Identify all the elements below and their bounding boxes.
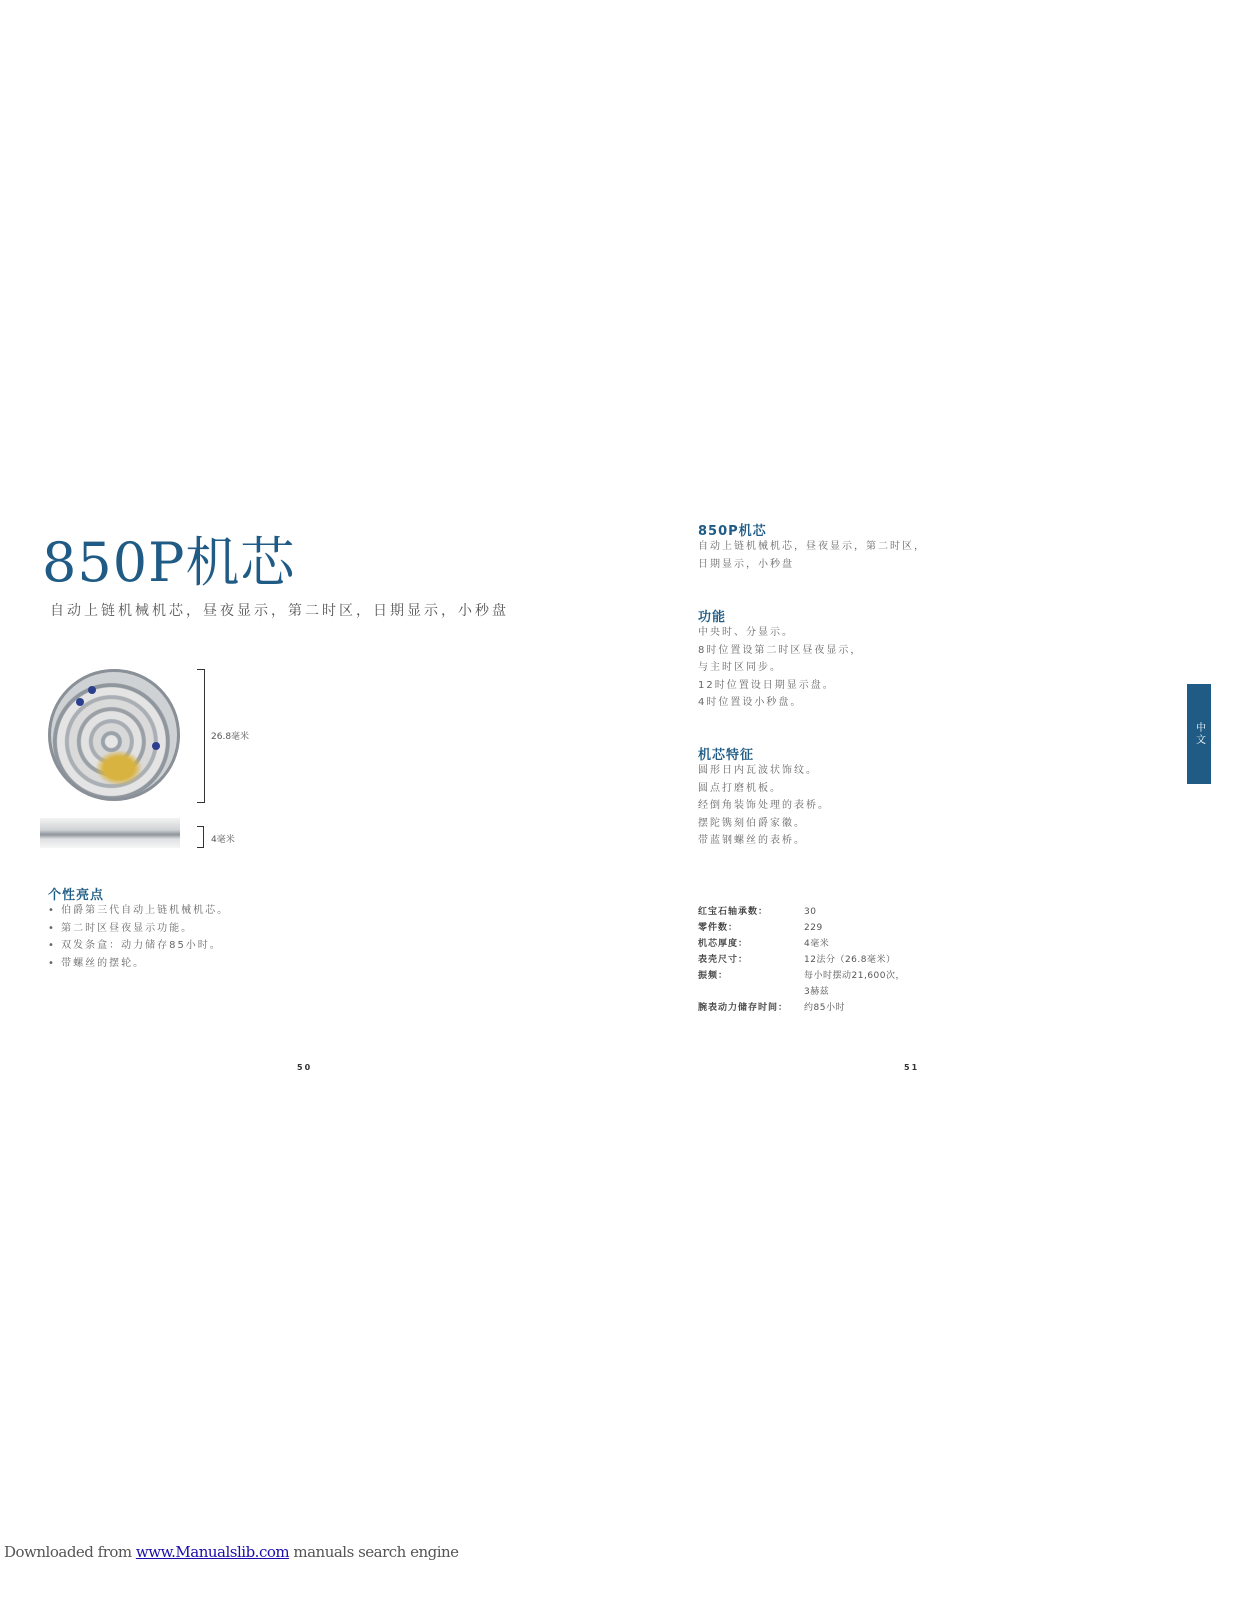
- list-item: 圆点打磨机板。: [698, 782, 782, 794]
- spec-value: 12法分（26.8毫米）: [804, 955, 896, 965]
- intro-text: [698, 538, 926, 573]
- functions-heading: 功能: [698, 610, 727, 625]
- blue-screw: [76, 698, 84, 706]
- text-line: 日期显示，小秒盘: [698, 558, 794, 570]
- features-list: [698, 762, 830, 850]
- blue-screw: [88, 686, 96, 694]
- page-subtitle: 自动上链机械机芯，昼夜显示，第二时区，日期显示，小秒盘: [50, 603, 509, 619]
- download-footer: [4, 1543, 459, 1561]
- spec-label: 振频：: [698, 971, 729, 981]
- spec-value: 约85小时: [804, 1003, 845, 1013]
- language-tab[interactable]: [1187, 684, 1211, 784]
- specs-table: [698, 904, 905, 1016]
- spec-row: [698, 984, 905, 1000]
- spec-value: 3赫兹: [804, 987, 830, 997]
- spec-label: 红宝石轴承数：: [698, 907, 769, 917]
- blue-screw: [152, 742, 160, 750]
- functions-list: [698, 624, 862, 712]
- highlights-heading: 个性亮点: [48, 888, 105, 903]
- highlights-list: [48, 902, 229, 972]
- list-item: 圆形日内瓦波状饰纹。: [698, 765, 818, 776]
- list-item: • 带螺丝的摆轮。: [48, 957, 146, 969]
- list-item: 带蓝钢螺丝的表桥。: [698, 835, 806, 846]
- list-item: 8时位置设第二时区昼夜显示，: [698, 644, 863, 656]
- text-line: 自动上链机械机芯，昼夜显示，第二时区，: [698, 541, 926, 552]
- list-item: 经倒角装饰处理的表桥。: [698, 800, 830, 811]
- spec-row: [698, 920, 905, 936]
- spec-value: 每小时摆动21,600次，: [804, 971, 905, 981]
- spec-label: [698, 984, 804, 1000]
- diameter-label: 26.8毫米: [211, 732, 250, 742]
- list-item: • 第二时区昼夜显示功能。: [48, 922, 194, 934]
- page-number-right: 51: [904, 1063, 920, 1072]
- list-item: 摆陀镌刻伯爵家徽。: [698, 817, 806, 829]
- list-item: • 伯爵第三代自动上链机械机芯。: [48, 905, 230, 916]
- list-item: 中央时、分显示。: [698, 627, 794, 638]
- page-title: 850P机芯: [42, 531, 296, 594]
- right-heading: 850P机芯: [698, 524, 767, 539]
- features-heading: 机芯特征: [698, 748, 755, 763]
- spec-label: 腕表动力储存时间：: [698, 1003, 789, 1013]
- language-tab-label: 中文: [1193, 722, 1205, 746]
- list-item: 4时位置设小秒盘。: [698, 697, 803, 708]
- page-number-left: 50: [297, 1063, 313, 1072]
- spec-label: 机芯厚度：: [698, 939, 749, 949]
- spec-row: [698, 904, 905, 920]
- diameter-bracket: [197, 669, 205, 803]
- spec-value: 229: [804, 923, 823, 933]
- list-item: 与主时区同步。: [698, 662, 782, 673]
- spec-row: [698, 1000, 905, 1016]
- gold-crest-detail: [95, 750, 143, 786]
- manualslib-link[interactable]: www.Manualslib.com: [135, 1543, 290, 1561]
- thickness-bracket: [197, 826, 204, 848]
- footer-suffix: manuals search engine: [289, 1543, 459, 1561]
- thickness-label: 4毫米: [211, 835, 235, 845]
- spec-value: 4毫米: [804, 939, 830, 949]
- list-item: • 双发条盒：动力储存85小时。: [48, 940, 222, 951]
- list-item: 12时位置设日期显示盘。: [698, 679, 835, 691]
- footer-prefix: Downloaded from: [4, 1543, 136, 1561]
- spec-label: 表壳尺寸：: [698, 955, 749, 965]
- movement-profile-photo: [40, 818, 180, 848]
- spec-row: [698, 936, 905, 952]
- spec-row: [698, 952, 905, 968]
- spec-label: 零件数：: [698, 923, 739, 933]
- spec-row: [698, 968, 905, 984]
- spec-value: 30: [804, 907, 817, 917]
